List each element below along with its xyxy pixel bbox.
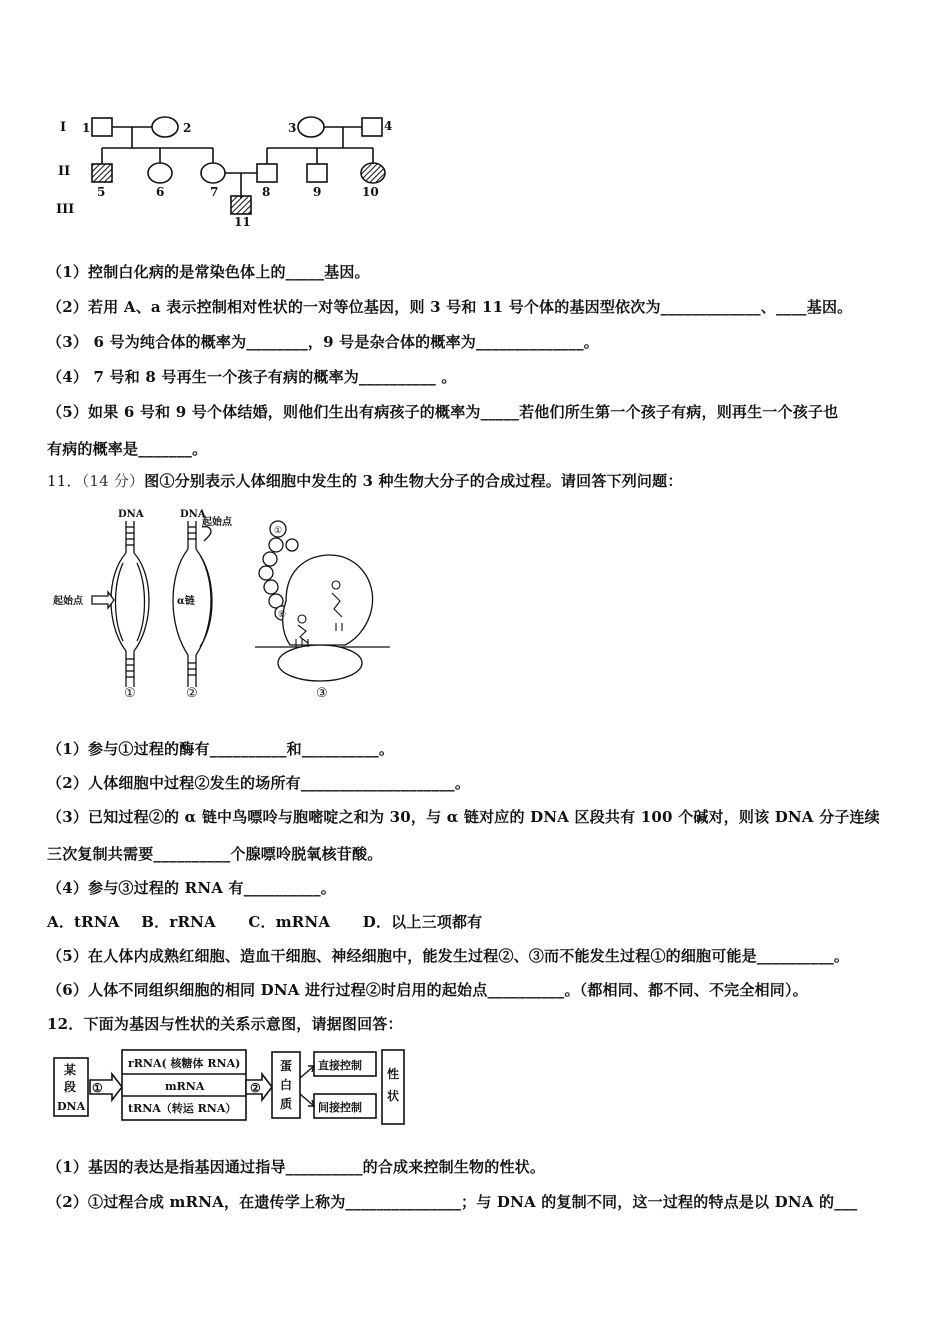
individual-11-affected-male [231,196,251,214]
protein-label-3: 质 [280,1097,293,1111]
trait-box [382,1050,404,1124]
step-label-2: ② [250,1081,261,1095]
generation-label-iii: III [56,202,75,217]
protein-label-1: 蛋 [280,1059,293,1073]
protein-label-2: 白 [280,1078,293,1092]
individual-label-10: 10 [362,185,379,199]
q11-part6: （6）人体不同组织细胞的相同 DNA 进行过程②时启用的起始点__________。（都相同、都不同、不完全相同）。 [47,981,808,999]
individual-label-1: 1 [82,121,91,135]
mrna-label: mRNA [165,1080,205,1093]
q11-part3-line1: （3）已知过程②的 α 链中鸟嘌呤与胞嘧啶之和为 30，与 α 链对应的 DNA 区段共有 100 个碱对，则该 DNA 分子连续 [47,808,880,826]
q11-stem [47,470,683,491]
individual-8-male [257,164,277,182]
individual-10-affected-female [361,163,385,183]
dna-label-line3: DNA [57,1100,86,1113]
process-label-3: ③ [316,686,328,701]
dna-label-line2: 段 [64,1080,77,1094]
q11-part1: （1）参与①过程的酶有__________和__________。 [47,740,395,758]
individual-1-male [92,118,112,136]
origin-label-top: 起始点 [202,517,232,528]
q10-part4: （4） 7 号和 8 号再生一个孩子有病的概率为__________ 。 [47,368,457,386]
direct-control-label: 直接控制 [318,1059,362,1072]
individual-label-8: 8 [262,185,271,199]
individual-label-2: 2 [183,121,192,135]
dna-label-2: DNA [180,509,206,520]
q10-part1: （1）控制白化病的是常染色体上的_____基因。 [47,263,370,281]
individual-label-6: 6 [156,185,165,199]
q10-part5-line1: （5）如果 6 号和 9 号个体结婚，则他们生出有病孩子的概率为_____若他们所生第一个孩子有病，则再生一个孩子也 [47,403,839,421]
alpha-chain-label: α链 [177,596,195,607]
individual-label-11: 11 [234,215,251,229]
generation-label-i: I [60,120,67,135]
process-label-1: ① [124,686,136,701]
question-number: 11． [47,472,82,490]
q11-part5: （5）在人体内成熟红细胞、造血干细胞、神经细胞中，能发生过程②、③而不能发生过程①的细胞可能是__________。 [47,947,850,965]
step-label-1: ① [92,1081,103,1095]
individual-4-male [362,118,382,136]
individual-9-male [307,164,327,182]
q12-part1: （1）基因的表达是指基因通过指导__________的合成来控制生物的性状。 [47,1158,546,1176]
trait-label-2: 状 [387,1089,400,1103]
q11-part4: （4）参与③过程的 RNA 有__________。 [47,879,336,897]
macromolecule-synthesis-figure [50,505,390,705]
origin-label-left: 起始点 [53,596,83,607]
q10-part2: （2）若用 A、a 表示控制相对性状的一对等位基因，则 3 号和 11 号个体的基因型依次为_____________、____基因。 [47,298,853,316]
rrna-label: rRNA( 核糖体 RNA) [128,1057,241,1070]
generation-label-ii: II [58,164,71,179]
bead-label-8: ⑧ [278,610,287,620]
individual-2-female [152,117,178,137]
individual-3-female [298,117,324,137]
q10-part3: （3） 6 号为纯合体的概率为________，9 号是杂合体的概率为______________。 [47,333,599,351]
question-stem-text: 图①分别表示人体细胞中发生的 3 种生物大分子的合成过程。请回答下列问题： [144,472,683,490]
individual-label-7: 7 [210,185,219,199]
individual-label-4: 4 [384,119,393,133]
question-points: （14 分） [81,472,145,490]
q11-options: A．tRNA B．rRNA C．mRNA D．以上三项都有 [47,913,483,931]
q12-stem: 12．下面为基因与性状的关系示意图，请据图回答： [47,1015,403,1033]
bead-label-1: ① [274,526,283,536]
process-label-2: ② [186,686,198,701]
dna-label-line1: 某 [64,1063,77,1077]
trna-label: tRNA（转运 RNA） [128,1102,237,1115]
q12-part2: （2）①过程合成 mRNA，在遗传学上称为_______________；与 DNA 的复制不同，这一过程的特点是以 DNA 的___ [47,1193,858,1211]
dna-label-1: DNA [118,509,144,520]
gene-trait-diagram [52,1048,412,1130]
pedigree-chart [55,112,415,230]
q10-part5-line2: 有病的概率是_______。 [47,440,208,458]
q11-part3-line2: 三次复制共需要__________个腺嘌呤脱氧核苷酸。 [47,845,383,863]
trait-label-1: 性 [387,1067,400,1081]
individual-label-5: 5 [97,185,106,199]
individual-label-9: 9 [313,185,322,199]
individual-7-female [201,163,225,183]
q11-part2: （2）人体细胞中过程②发生的场所有____________________。 [47,774,471,792]
individual-5-affected-male [92,164,112,182]
individual-label-3: 3 [288,121,297,135]
individual-6-female [148,163,172,183]
indirect-control-label: 间接控制 [318,1101,362,1114]
